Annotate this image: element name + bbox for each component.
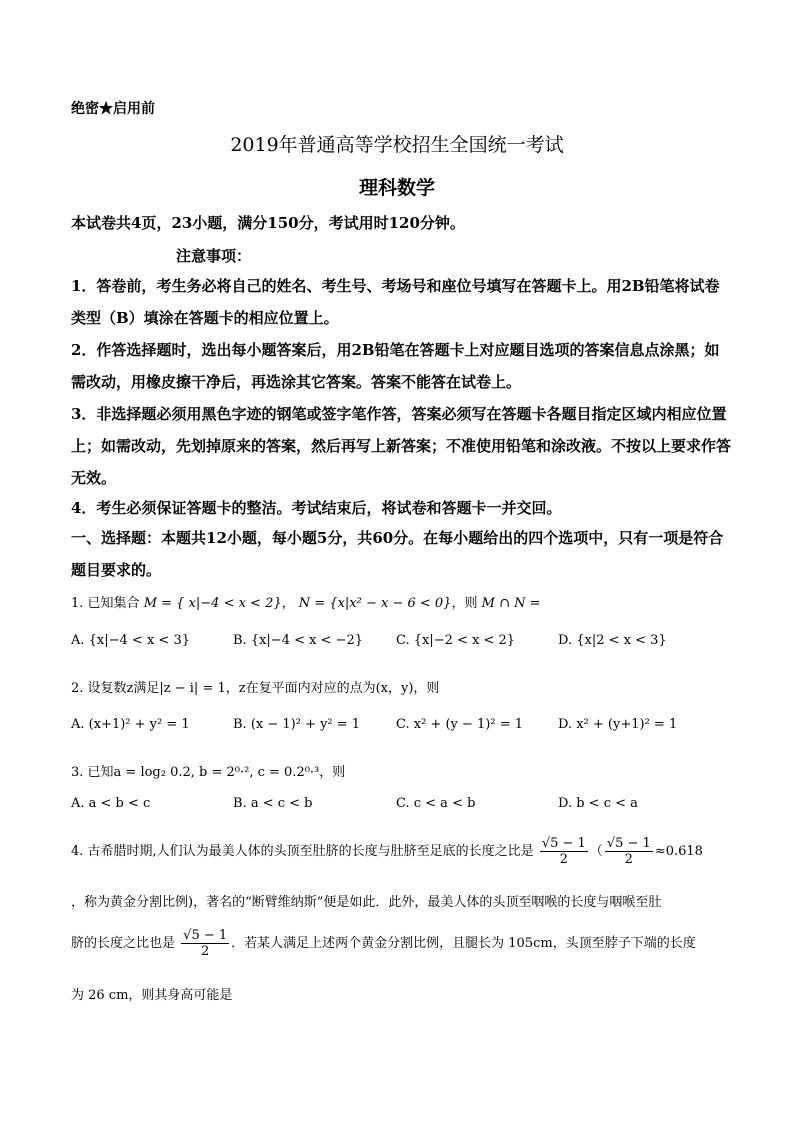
q4-line1-text: 4. 古希腊时期,人们认为最美人体的头顶至肚脐的长度与肚脐至足底的长度之比是 <box>71 844 534 859</box>
q2-option-a: A. (x+1)² + y² = 1 <box>71 717 190 732</box>
q2-option-d: D. x² + (y+1)² = 1 <box>558 717 678 732</box>
question-2-stem: 2. 设复数z满足|z − i| = 1，z在复平面内对应的点为(x，y)，则 <box>71 681 440 696</box>
question-4-line-2: ，称为黄金分割比例)，著名的“断臂维纳斯”便是如此．此外，最美人体的头顶至咽喉的长度与咽喉至肚 <box>71 895 662 910</box>
q4-approx: ≈0.618 <box>654 844 703 859</box>
q1-option-a: A. {x|−4 < x < 3} <box>71 633 190 648</box>
fraction-denominator: 2 <box>559 852 568 867</box>
note-3: 3．非选择题必须用黑色字迹的钢笔或签字笔作答，答案必须写在答题卡各题目指定区域内相应位置上；如需改动，先划掉原来的答案，然后再写上新答案；不准使用铅笔和涂改液。不按以上要求作答无效。 <box>71 405 732 487</box>
q4-line3b: ．若某人满足上述两个黄金分割比例，且腿长为 105cm，头顶至脖子下端的长度 <box>231 936 696 951</box>
section-1-heading: 一、选择题：本题共12小题，每小题5分，共60分。在每小题给出的四个选项中，只有一项是符合题目要求的。 <box>71 529 724 579</box>
q1-set-m: M = { x|−4 < x < 2} <box>143 596 282 611</box>
q3-option-b: B. a < c < b <box>233 796 313 811</box>
notes-heading: 注意事项： <box>176 247 252 265</box>
q1-option-c: C. {x|−2 < x < 2} <box>396 633 516 648</box>
q2-option-c: C. x² + (y − 1)² = 1 <box>396 717 524 732</box>
q1-stem-b: ，则 <box>451 596 478 611</box>
q1-stem-a: 1. 已知集合 <box>71 596 140 611</box>
fraction-numerator-2: √5 − 1 <box>606 836 651 851</box>
q3-option-d: D. b < c < a <box>558 796 638 811</box>
note-4: 4．考生必须保证答题卡的整洁。考试结束后，将试卷和答题卡一并交回。 <box>71 499 562 517</box>
q4-paren-open: （ <box>589 844 603 859</box>
q2-option-b: B. (x − 1)² + y² = 1 <box>233 717 361 732</box>
q3-option-a: A. a < b < c <box>71 796 151 811</box>
fraction-numerator-3: √5 − 1 <box>183 928 228 943</box>
question-3-stem: 3. 已知a = log₂ 0.2, b = 2⁰·², c = 0.2⁰·³，则 <box>71 765 346 780</box>
golden-ratio-fraction-2 <box>605 836 653 867</box>
question-4-line-3 <box>71 928 696 959</box>
note-1: 1．答卷前，考生务必将自己的姓名、考生号、考场号和座位号填写在答题卡上。用2B铅笔将试卷类型（B）填涂在答题卡的相应位置上。 <box>71 277 720 327</box>
intro-text: 本试卷共4页，23小题，满分150分，考试用时120分钟。 <box>71 214 465 232</box>
q1-option-b: B. {x|−4 < x < −2} <box>233 633 364 648</box>
q1-expr: M ∩ N = <box>481 596 541 611</box>
fraction-numerator: √5 − 1 <box>541 836 586 851</box>
exam-title: 2019年普通高等学校招生全国统一考试 <box>230 134 564 156</box>
exam-subtitle: 理科数学 <box>358 177 435 199</box>
fraction-denominator-3: 2 <box>201 944 210 959</box>
golden-ratio-fraction-3 <box>181 928 229 959</box>
question-4-line-1 <box>71 836 703 867</box>
q4-line3a: 脐的长度之比也是 <box>71 936 176 951</box>
question-4-line-4: 为 26 cm，则其身高可能是 <box>71 988 233 1003</box>
question-1-stem <box>71 592 541 611</box>
note-2: 2．作答选择题时，选出每小题答案后，用2B铅笔在答题卡上对应题目选项的答案信息点涂黑；如需改动，用橡皮擦干净后，再选涂其它答案。答案不能答在试卷上。 <box>71 341 720 391</box>
q1-option-d: D. {x|2 < x < 3} <box>558 633 667 648</box>
golden-ratio-fraction <box>540 836 588 867</box>
fraction-denominator-2: 2 <box>624 852 633 867</box>
q3-option-c: C. c < a < b <box>396 796 476 811</box>
q1-set-n: N = {x|x² − x − 6 < 0} <box>298 596 452 611</box>
q1-sep: ， <box>281 596 295 611</box>
confidential-label: 绝密★启用前 <box>71 101 155 117</box>
